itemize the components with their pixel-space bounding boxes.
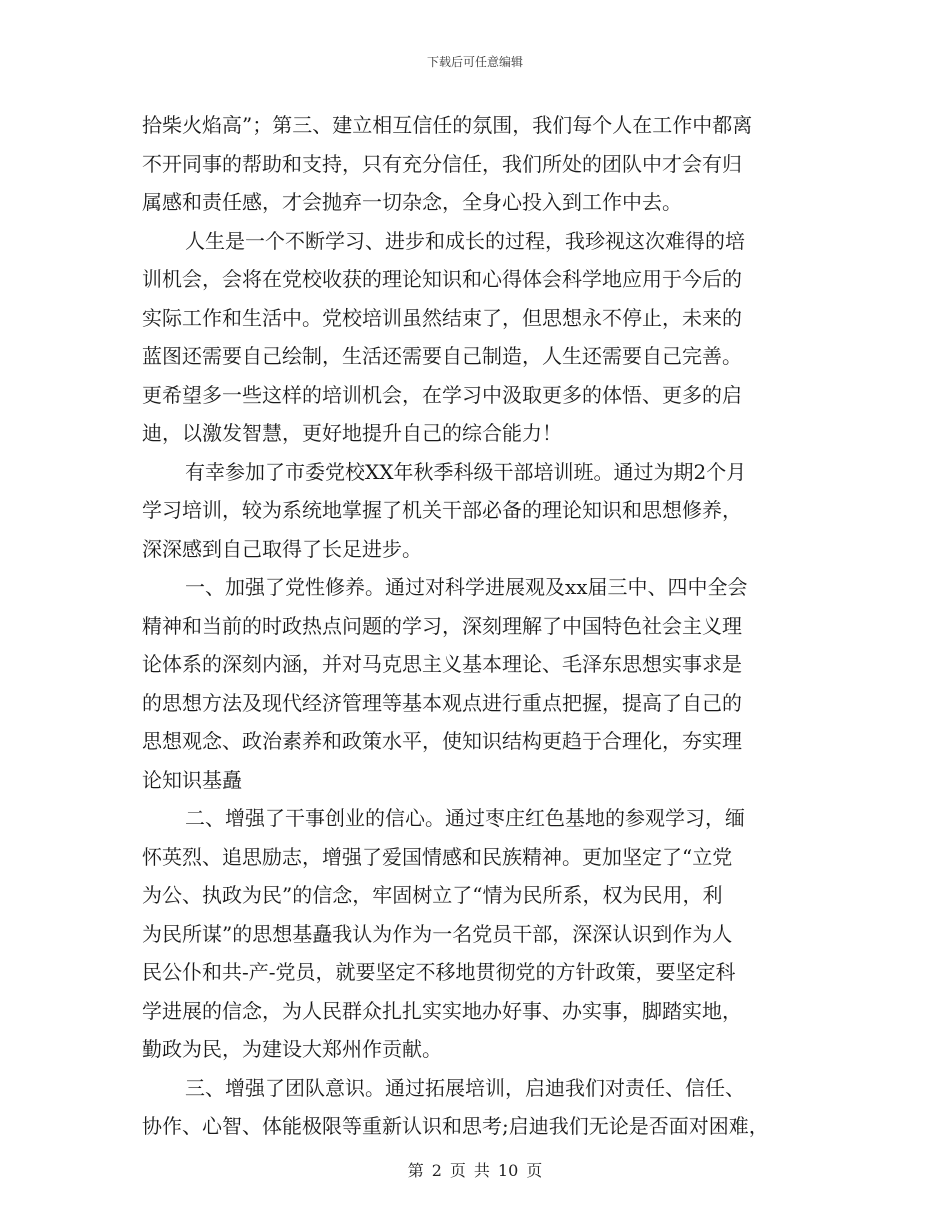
text-line: 蓝图还需要自己绘制，生活还需要自己制造，人生还需要自己完善。 <box>142 344 742 368</box>
text-line: 民公仆和共-产-党员，就要坚定不移地贯彻党的方针政策，要坚定科 <box>142 960 736 984</box>
page-number-footer <box>0 1158 950 1181</box>
footer-suffix: 页 <box>526 1161 543 1180</box>
page-header: 下载后可任意编辑 <box>426 55 523 69</box>
text-line: 论知识基矗 <box>142 767 242 792</box>
text-line: 为公、执政为民”的信念，牢固树立了“情为民所系，权为民用，利 <box>142 883 723 907</box>
text-line: 迪，以激发智慧，更好地提升自己的综合能力！ <box>142 421 562 445</box>
text-line: 思想观念、政治素养和政策水平，使知识结构更趋于合理化，夯实理 <box>142 729 742 753</box>
text-line: 深深感到自己取得了长足进步。 <box>142 536 422 561</box>
text-line: 人生是一个不断学习、进步和成长的过程，我珍视这次难得的培 <box>185 228 745 253</box>
text-line: 的思想方法及现代经济管理等基本观点进行重点把握，提高了自己的 <box>142 690 742 715</box>
text-line: 一、加强了党性修养。通过对科学进展观及xx届三中、四中全会 <box>185 575 748 599</box>
text-line: 二、增强了干事创业的信心。通过枣庄红色基地的参观学习，缅 <box>185 806 745 830</box>
footer-prefix: 第 <box>407 1161 424 1180</box>
text-line: 更希望多一些这样的培训机会，在学习中汲取更多的体悟、更多的启 <box>142 382 742 407</box>
current-page-number: 2 <box>431 1161 442 1180</box>
text-line: 怀英烈、追思励志，增强了爱国情感和民族精神。更加坚定了“立党 <box>142 844 733 869</box>
text-line: 协作、心智、体能极限等重新认识和思考;启迪我们无论是否面对困难， <box>142 1114 769 1138</box>
text-line: 拾柴火焰高”；第三、建立相互信任的氛围，我们每个人在工作中都离 <box>142 113 753 137</box>
text-line: 实际工作和生活中。党校培训虽然结束了，但思想永不停止，未来的 <box>142 305 742 330</box>
footer-page-word: 页 <box>449 1161 466 1180</box>
text-line: 训机会，会将在党校收获的理论知识和心得体会科学地应用于今后的 <box>142 267 742 291</box>
footer-total-word: 共 <box>473 1161 490 1180</box>
text-line: 论体系的深刻内涵，并对马克思主义基本理论、毛泽东思想实事求是 <box>142 652 742 676</box>
text-line: 三、增强了团队意识。通过拓展培训，启迪我们对责任、信任、 <box>185 1075 745 1100</box>
total-page-number: 10 <box>497 1161 519 1180</box>
text-line: 学习培训，较为系统地掌握了机关干部必备的理论知识和思想修养， <box>142 498 742 522</box>
text-line: 不开同事的帮助和支持，只有充分信任，我们所处的团队中才会有归 <box>142 151 742 176</box>
text-line: 属感和责任感，才会抛弃一切杂念，全身心投入到工作中去。 <box>142 190 682 214</box>
document-body <box>142 106 826 1146</box>
text-line: 精神和当前的时政热点问题的学习，深刻理解了中国特色社会主义理 <box>142 613 742 638</box>
text-line: 学进展的信念，为人民群众扎扎实实地办好事、办实事，脚踏实地， <box>142 998 742 1023</box>
text-line: 勤政为民，为建设大郑州作贡献。 <box>142 1037 442 1061</box>
text-line: 为民所谋”的思想基矗我认为作为一名党员干部，深深认识到作为人 <box>142 921 733 946</box>
text-line: 有幸参加了市委党校XX年秋季科级干部培训班。通过为期2个月 <box>185 459 747 484</box>
